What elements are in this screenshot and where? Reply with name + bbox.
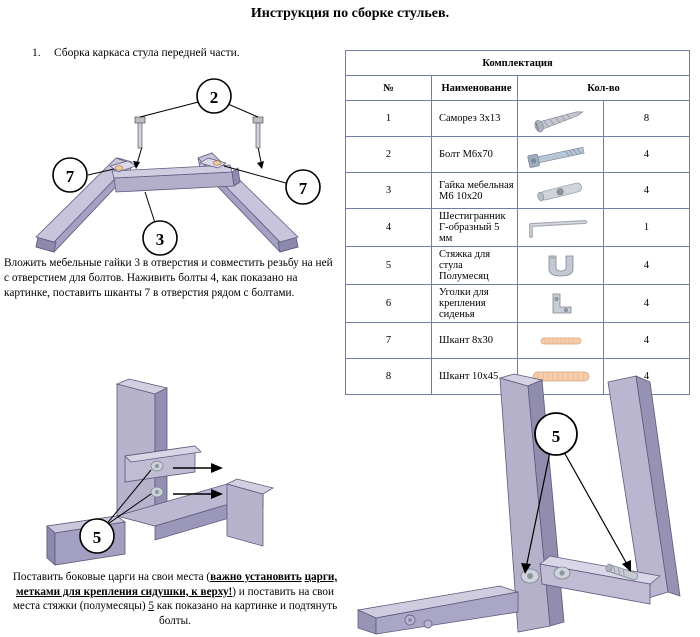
crescent-bracket-icon bbox=[518, 247, 604, 285]
angle-bracket-icon bbox=[518, 285, 604, 323]
callout-label-2: 2 bbox=[209, 88, 219, 107]
table-caption-row bbox=[346, 51, 690, 76]
row-name: Шестигранник Г-образный 5 мм bbox=[432, 209, 518, 247]
row-no: 1 bbox=[346, 101, 432, 137]
dowel-small-icon bbox=[518, 323, 604, 359]
row-qty: 4 bbox=[604, 323, 690, 359]
row-qty: 8 bbox=[604, 101, 690, 137]
step2-caption-bold-2: царги, метками для крепления сидушки, к верху! bbox=[16, 571, 338, 598]
step1-caption bbox=[4, 256, 336, 301]
step1-caption-line-3: картинке, поставить шканты 7 в отверстия рядом с болтами. bbox=[4, 286, 295, 299]
header-no: № bbox=[346, 76, 432, 101]
row-no: 5 bbox=[346, 247, 432, 285]
header-name: Наименование bbox=[432, 76, 518, 101]
barrel-nut-icon bbox=[518, 173, 604, 209]
row-qty: 4 bbox=[604, 359, 690, 395]
step2-caption-underline-1: 5 bbox=[148, 600, 154, 613]
step1-label: Сборка каркаса стула передней части. bbox=[54, 47, 240, 59]
step1-number: 1. bbox=[32, 47, 41, 59]
row-no: 3 bbox=[346, 173, 432, 209]
callout-label-7-right: 7 bbox=[298, 179, 308, 198]
bolt-icon bbox=[518, 137, 604, 173]
callout-label-5-left: 5 bbox=[92, 528, 102, 547]
row-name: Шкант 10х45 bbox=[432, 359, 518, 395]
step1-heading bbox=[32, 47, 240, 59]
table-row bbox=[346, 285, 690, 323]
callout-label-3: 3 bbox=[155, 230, 165, 249]
table-row bbox=[346, 323, 690, 359]
step1-caption-line-1: Вложить мебельные гайки 3 в отверстия и совместить резьбу на bbox=[4, 257, 313, 269]
table-row bbox=[346, 137, 690, 173]
row-no: 2 bbox=[346, 137, 432, 173]
table-header-row bbox=[346, 76, 690, 101]
row-qty: 4 bbox=[604, 173, 690, 209]
table-row bbox=[346, 173, 690, 209]
row-qty: 4 bbox=[604, 285, 690, 323]
row-name: Стяжка для стула Полумесяц bbox=[432, 247, 518, 285]
page-title: Инструкция по сборке стульев. bbox=[250, 6, 450, 21]
step2-caption-bold-1: важно установить bbox=[210, 571, 302, 583]
table-row bbox=[346, 101, 690, 137]
callout-3 bbox=[143, 192, 177, 255]
row-name: Шкант 8х30 bbox=[432, 323, 518, 359]
row-name: Болт М6х70 bbox=[432, 137, 518, 173]
row-qty: 4 bbox=[604, 247, 690, 285]
callout-2 bbox=[140, 79, 258, 117]
step2-caption-part-3: как показано на картинке и подтянуть болты. bbox=[153, 600, 338, 627]
bom-table bbox=[345, 50, 690, 395]
row-no: 6 bbox=[346, 285, 432, 323]
row-no: 7 bbox=[346, 323, 432, 359]
step3-illustration bbox=[350, 376, 698, 634]
row-qty: 1 bbox=[604, 209, 690, 247]
table-row bbox=[346, 209, 690, 247]
row-name: Саморез 3х13 bbox=[432, 101, 518, 137]
row-qty: 4 bbox=[604, 137, 690, 173]
row-name: Гайка мебельная М6 10х20 bbox=[432, 173, 518, 209]
row-no: 8 bbox=[346, 359, 432, 395]
table-row bbox=[346, 247, 690, 285]
step2-caption bbox=[10, 570, 340, 628]
step2-caption-part-1: Поставить боковые царги на свои места ( bbox=[12, 571, 211, 583]
row-name: Уголки для крепления сиденья bbox=[432, 285, 518, 323]
callout-label-5-right: 5 bbox=[551, 427, 561, 446]
table-caption: Комплектация bbox=[346, 51, 690, 76]
callout-label-7-left: 7 bbox=[65, 167, 75, 186]
bom-table-wrapper bbox=[345, 50, 690, 395]
header-qty: Кол-во bbox=[518, 76, 690, 101]
step1-illustration bbox=[18, 62, 328, 252]
screw-icon bbox=[518, 101, 604, 137]
step2-caption-part-2: ) и поставить на свои места стяжки (полумесяцы) bbox=[12, 585, 334, 613]
row-no: 4 bbox=[346, 209, 432, 247]
step2-illustration bbox=[5, 376, 335, 571]
hex-key-icon bbox=[518, 209, 604, 247]
step1-caption-line-2: ней с отверстием для болтов. Наживить болты 4, как показано на bbox=[4, 257, 333, 284]
